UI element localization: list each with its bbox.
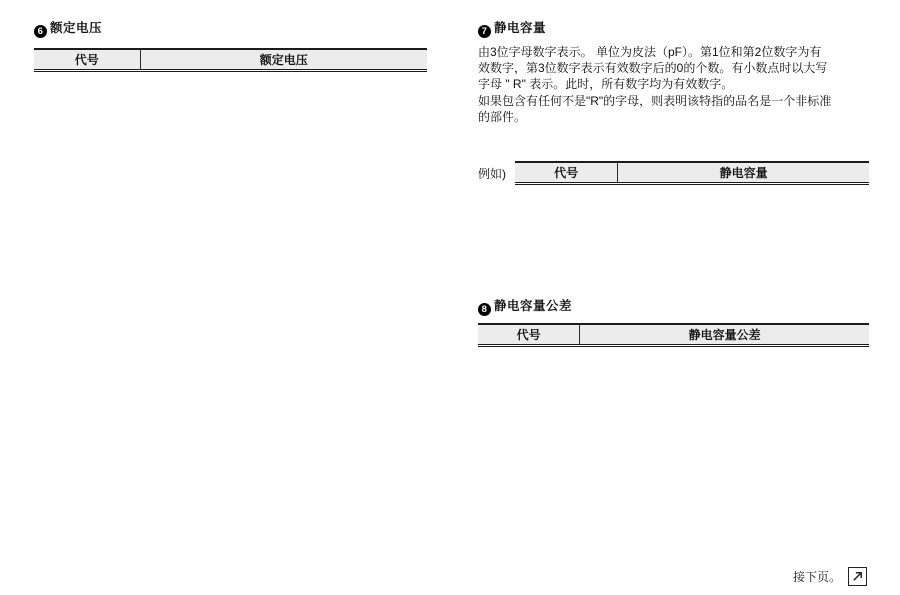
- capacitance-title: [478, 18, 869, 38]
- circled-7-badge: 7: [478, 25, 491, 38]
- tolerance-section: [478, 296, 869, 347]
- arrow-up-right-box-icon[interactable]: [848, 567, 867, 586]
- next-page-link[interactable]: [793, 567, 867, 586]
- column-header: 额定电压: [140, 49, 427, 71]
- description-line: 由3位字母数字表示。 单位为皮法（pF）。第1位和第2位数字为有: [478, 44, 822, 59]
- next-page-label: 接下页。: [792, 570, 841, 584]
- capacitance-title-text: 静电容量: [494, 21, 547, 35]
- description-line: 字母 " R" 表示。此时，所有数字均为有效数字。: [478, 77, 734, 92]
- rated-voltage-title: [34, 18, 427, 38]
- column-header: 代号: [515, 162, 618, 184]
- rated-voltage-section: [34, 18, 427, 72]
- column-header: 静电容量: [618, 162, 869, 184]
- description-line: 效数字，第3位数字表示有效数字后的0的个数。有小数点时以大写: [478, 60, 828, 75]
- capacitance-section: [478, 18, 869, 185]
- description-line: 的部件。: [478, 110, 527, 125]
- capacitance-example-table: [515, 161, 869, 185]
- header-row: [34, 49, 427, 71]
- rated-voltage-title-text: 额定电压: [50, 21, 103, 35]
- tolerance-table: [478, 323, 869, 347]
- header-row: [515, 162, 869, 184]
- data-table: [34, 48, 427, 72]
- column-header: 代号: [34, 49, 140, 71]
- circled-6-badge: 6: [34, 25, 47, 38]
- circled-8-badge: 8: [478, 303, 491, 316]
- header-row: [478, 324, 869, 346]
- tolerance-title-text: 静电容量公差: [494, 299, 573, 313]
- capacitance-example-block: [478, 161, 869, 185]
- capacitance-description: [478, 44, 869, 126]
- data-table: [515, 161, 869, 185]
- example-label: 例如): [478, 166, 506, 181]
- column-header: 静电容量公差: [580, 324, 869, 346]
- data-table: [478, 323, 869, 347]
- tolerance-title: [478, 296, 869, 316]
- rated-voltage-table: [34, 48, 427, 72]
- column-header: 代号: [478, 324, 580, 346]
- description-line: 如果包含有任何不是"R"的字母，则表明该特指的品名是一个非标准: [478, 93, 832, 108]
